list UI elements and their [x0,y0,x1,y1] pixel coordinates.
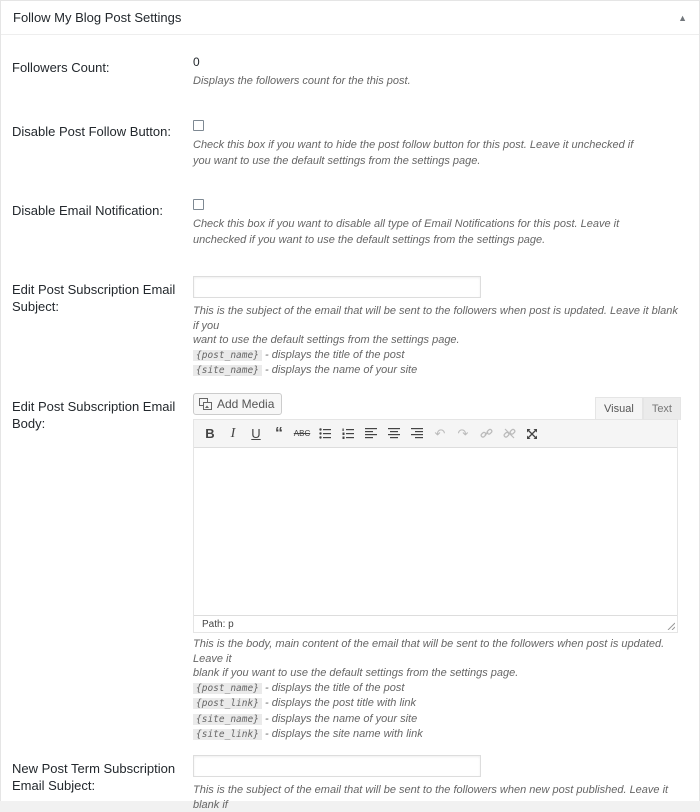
tab-text[interactable]: Text [643,397,681,420]
edit-subject-desc-line2: want to use the default settings from the settings page. [193,334,460,346]
editor-statusbar [194,615,677,632]
new-subject-label: New Post Term Subscription Email Subject: [12,761,176,793]
placeholder-code: {post_name} [193,683,262,694]
edit-body-label: Edit Post Subscription Email Body: [12,399,176,431]
disable-follow-checkbox[interactable] [193,120,204,131]
bullet-list-icon[interactable] [315,424,335,444]
align-left-icon[interactable] [361,424,381,444]
new-subject-input[interactable] [193,755,481,777]
bold-icon[interactable]: B [205,426,215,441]
disable-follow-desc [193,137,683,169]
placeholder-desc: - displays the title of the post [261,681,405,694]
resize-handle-icon[interactable] [667,622,675,630]
add-media-button[interactable] [193,393,282,415]
placeholder-desc: - displays the title of the post [261,348,405,361]
followers-count-label: Followers Count: [12,60,110,75]
placeholder-desc: - displays the site name with link [261,728,423,740]
placeholder-code: {site_name} [193,714,262,725]
metabox-title: Follow My Blog Post Settings [13,10,182,25]
numbered-list-icon[interactable] [338,424,358,444]
disable-email-label: Disable Email Notification: [12,203,164,218]
edit-subject-input[interactable] [193,276,481,298]
followers-count-desc: Displays the followers count for the this post. [193,75,411,87]
disable-follow-desc-line2: you want to use the default settings from the settings page. [193,155,481,167]
blockquote-icon[interactable]: “ [275,424,283,442]
edit-subject-desc-line1: This is the subject of the email that will be sent to the followers when post is updated. Leave it blank if you [193,305,678,332]
email-body-editor[interactable] [193,419,678,633]
align-right-icon[interactable] [407,424,427,444]
add-media-label: Add Media [217,397,275,411]
edit-body-desc [193,637,683,743]
metabox-header[interactable] [1,1,699,35]
strikethrough-icon[interactable]: ABC [293,429,311,438]
placeholder-tag-row [193,696,683,712]
disable-email-desc-line1: Check this box if you want to disable all type of Email Notifications for this post. Leave it [193,218,620,230]
placeholder-tag-row [193,681,683,697]
placeholder-tag-row [193,363,683,379]
placeholder-desc: - displays the name of your site [261,364,418,376]
triangle-up-icon[interactable]: ▲ [678,12,687,23]
new-subject-desc-line1: This is the subject of the email that will be sent to the followers when new post published. Leave it blank if [193,784,669,811]
fullscreen-icon[interactable] [522,424,542,444]
edit-subject-label: Edit Post Subscription Email Subject: [12,282,176,314]
placeholder-code: {post_name} [193,350,262,361]
placeholder-desc: - displays the name of your site [261,712,418,725]
disable-follow-label: Disable Post Follow Button: [12,124,171,139]
italic-icon[interactable]: I [230,425,236,441]
placeholder-code: {site_name} [193,365,262,376]
edit-body-desc-line2: blank if you want to use the default settings from the settings page. [193,667,519,679]
followers-count-value: 0 [193,55,200,69]
underline-icon[interactable]: U [251,426,261,441]
editor-tabs [595,397,681,420]
tab-visual[interactable]: Visual [595,397,643,420]
unlink-icon[interactable] [499,424,519,444]
disable-email-desc-line2: unchecked if you want to use the default settings from the settings page. [193,234,546,246]
new-subject-desc [193,783,683,812]
editor-path: Path: p [202,619,234,630]
undo-icon[interactable]: ↶ [434,425,446,441]
link-icon[interactable] [476,424,496,444]
editor-toolbar [194,420,677,448]
media-icon [199,398,213,410]
align-center-icon[interactable] [384,424,404,444]
edit-subject-desc [193,304,683,379]
placeholder-tag-row [193,348,683,364]
redo-icon[interactable]: ↷ [457,425,469,441]
placeholder-code: {site_link} [193,729,262,740]
edit-body-desc-line1: This is the body, main content of the email that will be sent to the followers when post is updated. Leave it [193,638,665,665]
disable-follow-desc-line1: Check this box if you want to hide the post follow button for this post. Leave it unchecked if [193,139,634,151]
placeholder-tag-row [193,727,683,743]
disable-email-checkbox[interactable] [193,199,204,210]
disable-email-desc [193,216,683,248]
placeholder-code: {post_link} [193,698,262,709]
placeholder-tag-row [193,712,683,728]
placeholder-desc: - displays the post title with link [261,697,416,709]
